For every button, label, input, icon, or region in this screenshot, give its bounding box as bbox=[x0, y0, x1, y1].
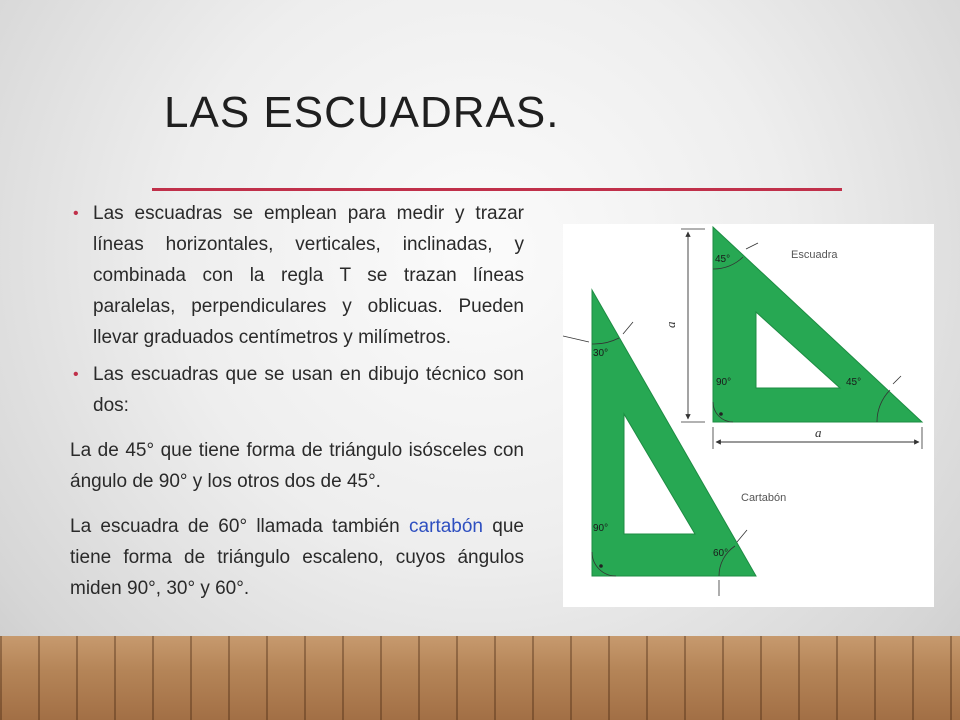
bullet-text: Las escuadras se emplean para medir y trazar líneas horizontales, verticales, inclinadas, y combinada con la regla T se trazan líneas paralelas, perpendiculares y oblicuas. Pueden llevar graduados centímetros y milímetros. bbox=[93, 203, 524, 348]
title-underline bbox=[152, 188, 842, 191]
tick-mark bbox=[893, 376, 901, 384]
bullet-text: Las escuadras que se usan en dibujo técnico son dos: bbox=[93, 364, 524, 416]
paragraph-text: que tiene forma de triángulo escaleno, cuyos ángulos miden 90°, 30° y 60°. bbox=[70, 516, 524, 599]
dimension-a-vertical: a bbox=[663, 321, 678, 328]
cartabon-label: Cartabón bbox=[741, 492, 787, 504]
dimension-horizontal bbox=[713, 425, 922, 449]
escuadra-angle-45-right: 45° bbox=[846, 377, 862, 388]
tick-mark bbox=[563, 336, 589, 342]
dimension-a-horizontal: a bbox=[815, 425, 822, 440]
bullet-icon: • bbox=[73, 205, 79, 222]
set-squares-figure bbox=[563, 224, 934, 607]
paragraph-60 bbox=[70, 511, 524, 604]
cartabon-angle-90: 90° bbox=[593, 523, 609, 534]
slide-body bbox=[70, 198, 524, 604]
dimension-vertical bbox=[663, 229, 705, 422]
tick-mark bbox=[737, 530, 747, 542]
set-squares-diagram bbox=[563, 224, 934, 607]
paragraph-45: La de 45° que tiene forma de triángulo isósceles con ángulo de 90° y los otros dos de 45°. bbox=[70, 440, 524, 492]
tick-mark bbox=[746, 243, 758, 249]
escuadra-label: Escuadra bbox=[791, 249, 838, 261]
escuadra-angle-45-top: 45° bbox=[715, 254, 731, 265]
escuadra-right-angle-dot bbox=[719, 412, 723, 416]
cartabon-link[interactable]: cartabón bbox=[409, 516, 483, 537]
paragraph-text: La escuadra de 60° llamada también bbox=[70, 516, 410, 537]
bullet-item bbox=[70, 198, 524, 353]
escuadra-angle-90: 90° bbox=[716, 377, 732, 388]
slide-title: LAS ESCUADRAS. bbox=[164, 88, 560, 137]
cartabon-angle-60: 60° bbox=[713, 548, 729, 559]
tick-mark bbox=[623, 322, 633, 334]
wood-floor-decoration bbox=[0, 636, 960, 720]
cartabon-right-angle-dot bbox=[599, 564, 603, 568]
bullet-icon: • bbox=[73, 366, 79, 383]
cartabon-angle-30: 30° bbox=[593, 348, 609, 359]
bullet-item bbox=[70, 359, 524, 421]
